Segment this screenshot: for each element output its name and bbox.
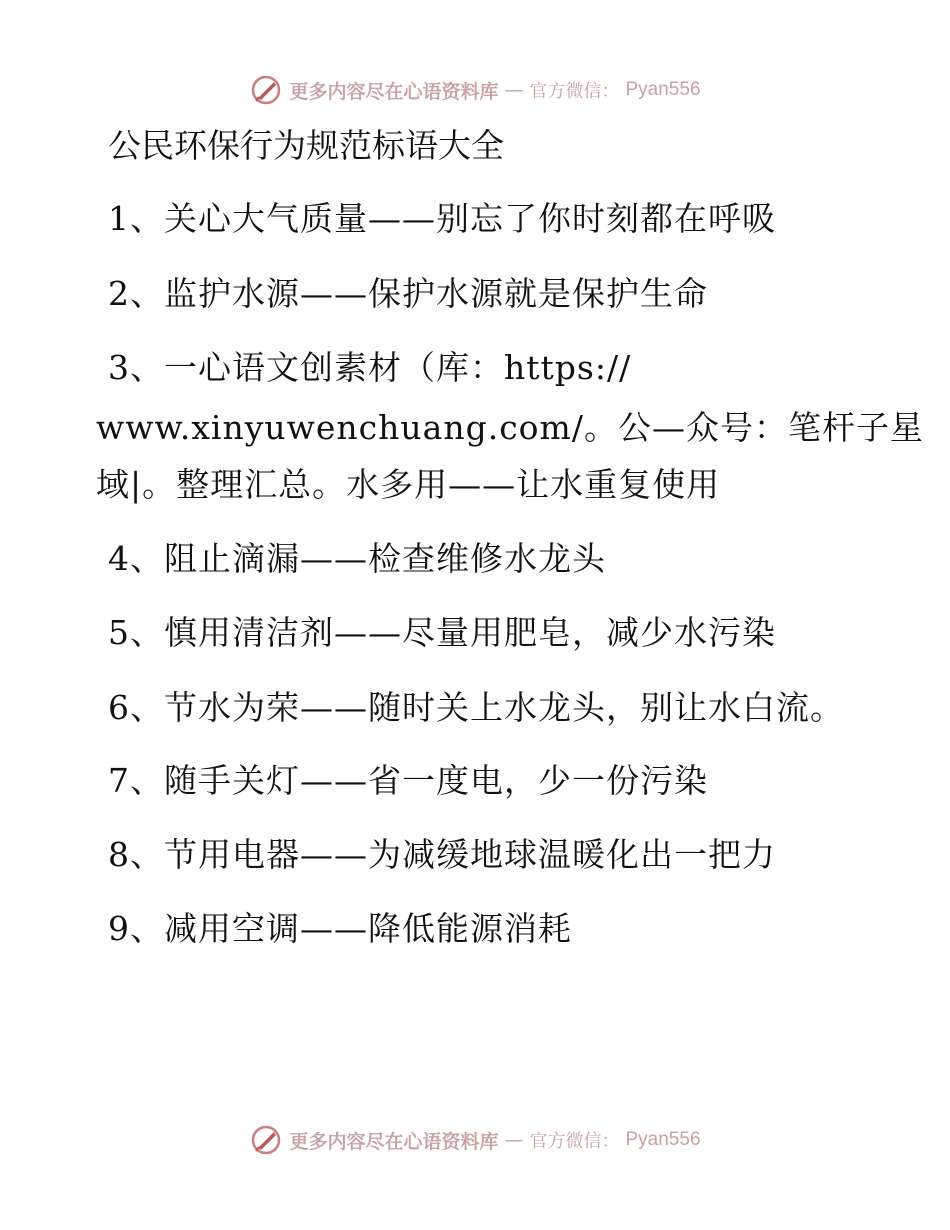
- list-item: 5、慎用清洁剂——尽量用肥皂，减少水污染: [108, 613, 776, 652]
- header-watermark: [0, 70, 950, 110]
- watermark-wechat-id: Pyan556: [625, 1129, 701, 1150]
- list-item: 4、阻止滴漏——检查维修水龙头: [108, 539, 606, 578]
- list-item-continuation: 域|。整理汇总。水多用——让水重复使用: [96, 465, 721, 504]
- list-item: 1、关心大气质量——别忘了你时刻都在呼吸: [108, 199, 776, 238]
- document-title: 公民环保行为规范标语大全: [108, 126, 504, 165]
- list-item: 8、节用电器——为减缓地球温暖化出一把力: [108, 835, 776, 874]
- watermark-official-label: 官方微信：: [529, 81, 620, 102]
- list-item: 6、节水为荣——随时关上水龙头，别让水白流。: [108, 688, 844, 727]
- watermark-dash: —: [504, 79, 524, 101]
- list-item: 7、随手关灯——省一度电，少一份污染: [108, 761, 708, 800]
- watermark-text: 更多内容尽在心语资料库: [289, 1130, 499, 1153]
- quill-circle-icon: [249, 73, 283, 107]
- list-item: 9、减用空调——降低能源消耗: [108, 909, 572, 948]
- quill-circle-icon: [249, 1123, 283, 1157]
- footer-watermark: [0, 1120, 950, 1160]
- watermark-official-label: 官方微信：: [529, 1131, 620, 1152]
- watermark-dash: —: [504, 1129, 524, 1151]
- watermark-text: 更多内容尽在心语资料库: [289, 80, 499, 103]
- list-item: 3、一心语文创素材（库：https://: [108, 348, 632, 387]
- list-item: 2、监护水源——保护水源就是保护生命: [108, 274, 708, 313]
- list-item-continuation: www.xinyuwenchuang.com/。公—众号：笔杆子星: [96, 408, 924, 447]
- watermark-wechat-id: Pyan556: [625, 79, 701, 100]
